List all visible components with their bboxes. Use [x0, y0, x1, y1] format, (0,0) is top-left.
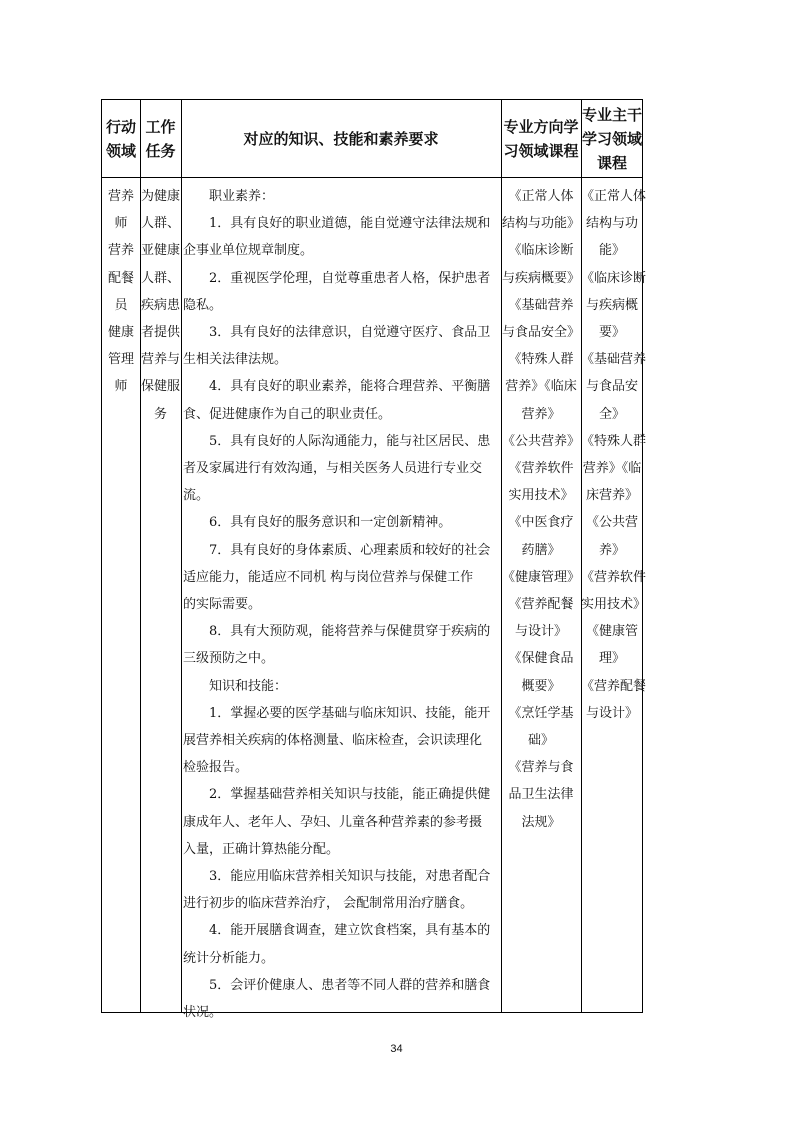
direction-course-line: 《正常人体	[508, 189, 574, 204]
core-course-line: 全》	[598, 406, 625, 422]
requirement-line: 入量，正确计算热能分配。	[183, 841, 340, 857]
core-course-line: 结构与功	[585, 216, 638, 232]
direction-course-line: 《保健食品	[508, 651, 574, 667]
core-course-line: 《基础营养	[581, 352, 647, 368]
direction-course-line: 《营养软件	[508, 461, 574, 477]
requirement-line: 5．会评价健康人、患者等不同人群的营养和膳食	[209, 977, 491, 993]
requirement-line: 6．具有良好的服务意识和一定创新精神。	[209, 515, 452, 531]
page-number: 34	[390, 1043, 403, 1055]
requirement-line: 状况。	[183, 1005, 223, 1021]
work-task-line: 亚健康	[140, 243, 180, 259]
work-task-line: 务	[153, 406, 167, 422]
requirement-line: 康成年人、老年人、孕妇、儿童各种营养素的参考摄	[183, 814, 483, 830]
requirement-line: 2．重视医学伦理，自觉尊重患者人格，保护患者	[209, 270, 491, 286]
header-work-task: 工作 任务	[145, 117, 176, 160]
action-field-line: 营养	[107, 243, 134, 259]
direction-course-line: 《特殊人群	[508, 352, 574, 368]
direction-course-line: 与设计》	[514, 624, 567, 640]
requirement-line: 流。	[183, 488, 210, 504]
core-course-line: 《临床诊断	[581, 270, 647, 286]
core-courses-cell	[581, 183, 647, 727]
work-task-cell	[140, 183, 181, 428]
requirement-line: 三级预防之中。	[183, 651, 275, 667]
action-field-line: 师	[114, 379, 128, 395]
requirement-line: 7．具有良好的身体素质、心理素质和较好的社会	[209, 542, 491, 558]
requirement-line: 知识和技能：	[209, 678, 288, 694]
direction-course-line: 与食品安全》	[501, 325, 580, 341]
core-course-line: 床营养》	[585, 488, 638, 504]
action-field-line: 员	[114, 297, 128, 313]
action-field-line: 营养	[107, 189, 134, 204]
column-divider	[181, 100, 182, 1012]
header-core-courses: 专业主干 学习领域 课程	[581, 105, 642, 172]
core-course-line: 能》	[598, 243, 625, 259]
requirement-line: 8．具有大预防观，能将营养与保健贯穿于疾病的	[209, 624, 491, 640]
header-divider	[102, 177, 642, 178]
direction-course-line: 法规》	[521, 814, 561, 830]
requirement-line: 进行初步的临床营养治疗， 会配制常用治疗膳食。	[183, 896, 474, 912]
action-field-line: 配餐	[107, 270, 134, 286]
direction-course-line: 《临床诊断	[508, 243, 574, 259]
requirement-line: 1．掌握必要的医学基础与临床知识、技能，能开	[209, 705, 491, 721]
requirement-line: 检验报告。	[183, 760, 249, 776]
requirement-line: 隐私。	[183, 297, 223, 313]
requirement-line: 适应能力，能适应不同机 构与岗位营养与保健工作	[183, 569, 474, 585]
requirement-line: 职业素养：	[209, 189, 275, 204]
action-field-line: 管理	[107, 352, 134, 368]
requirement-line: 生相关法律法规。	[183, 352, 288, 368]
requirement-line: 者及家属进行有效沟通，与相关医务人员进行专业交	[183, 461, 483, 477]
requirement-line: 展营养相关疾病的体格测量、临床检查，会识读理化	[183, 733, 483, 749]
core-course-line: 理》	[598, 651, 625, 667]
action-field-line: 师	[114, 216, 128, 232]
core-course-line: 《健康管	[585, 624, 638, 640]
requirement-line: 2．掌握基础营养相关知识与技能，能正确提供健	[209, 787, 491, 803]
direction-course-line: 《健康管理》	[501, 569, 580, 585]
core-course-line: 《公共营	[585, 515, 638, 531]
direction-course-line: 实用技术》	[508, 488, 574, 504]
direction-course-line: 《公共营养》	[501, 433, 580, 449]
core-course-line: 与疾病概	[585, 297, 638, 313]
requirement-line: 4．能开展膳食调查，建立饮食档案，具有基本的	[209, 923, 491, 939]
curriculum-table	[101, 99, 647, 1021]
requirements-cell	[183, 183, 501, 1026]
direction-course-line: 营养》	[521, 406, 561, 422]
direction-course-line: 概要》	[521, 678, 561, 694]
core-course-line: 《正常人体	[581, 189, 647, 204]
core-course-line: 实用技术》	[581, 597, 647, 613]
header-requirements: 对应的知识、技能和素养要求	[243, 129, 439, 148]
work-task-line: 保健服	[140, 379, 180, 395]
direction-courses-cell	[501, 183, 581, 836]
direction-course-line: 《烹饪学基	[508, 705, 574, 721]
direction-course-line: 《基础营养	[508, 297, 574, 313]
work-task-line: 营养与	[140, 352, 180, 368]
core-course-line: 《特殊人群	[581, 433, 647, 449]
direction-course-line: 药膳》	[521, 542, 561, 558]
header-action-field: 行动 领域	[105, 117, 136, 160]
direction-course-line: 与疾病概要》	[501, 270, 580, 286]
action-field-cell	[102, 183, 140, 401]
core-course-line: 要》	[598, 325, 625, 341]
requirement-line: 3．能应用临床营养相关知识与技能，对患者配合	[209, 869, 491, 885]
requirement-line: 统计分析能力。	[183, 950, 275, 966]
requirement-line: 5．具有良好的人际沟通能力，能与社区居民、患	[209, 433, 491, 449]
core-course-line: 养》	[598, 542, 625, 558]
direction-course-line: 结构与功能》	[501, 216, 580, 232]
work-task-line: 者提供	[140, 325, 180, 341]
direction-course-line: 营养》《临床	[505, 379, 577, 395]
requirement-line: 的实际需要。	[183, 597, 262, 613]
direction-course-line: 《营养与食	[508, 760, 574, 776]
direction-course-line: 《营养配餐	[508, 597, 574, 613]
work-task-line: 人群、	[140, 270, 180, 286]
direction-course-line: 《中医食疗	[508, 515, 574, 531]
requirement-line: 3．具有良好的法律意识，自觉遵守医疗、食品卫	[209, 325, 491, 341]
header-direction-courses: 专业方向学 习领域课程	[503, 117, 579, 160]
core-course-line: 与设计》	[585, 705, 638, 721]
direction-course-line: 品卫生法律	[508, 787, 574, 803]
requirement-line: 企事业单位规章制度。	[183, 243, 314, 259]
requirement-line: 4．具有良好的职业素养，能将合理营养、平衡膳	[209, 379, 491, 395]
work-task-line: 人群、	[140, 216, 180, 232]
core-course-line: 营养》《临	[582, 461, 642, 477]
work-task-line: 疾病患	[140, 297, 180, 313]
core-course-line: 与食品安	[585, 379, 638, 395]
action-field-line: 健康	[107, 325, 134, 341]
requirement-line: 1．具有良好的职业道德，能自觉遵守法律法规和	[209, 216, 491, 232]
core-course-line: 《营养配餐	[581, 678, 647, 694]
direction-course-line: 础》	[527, 733, 554, 749]
core-course-line: 《营养软件	[581, 569, 647, 585]
work-task-line: 为健康	[140, 189, 180, 204]
requirement-line: 食、促进健康作为自己的职业责任。	[183, 406, 392, 422]
